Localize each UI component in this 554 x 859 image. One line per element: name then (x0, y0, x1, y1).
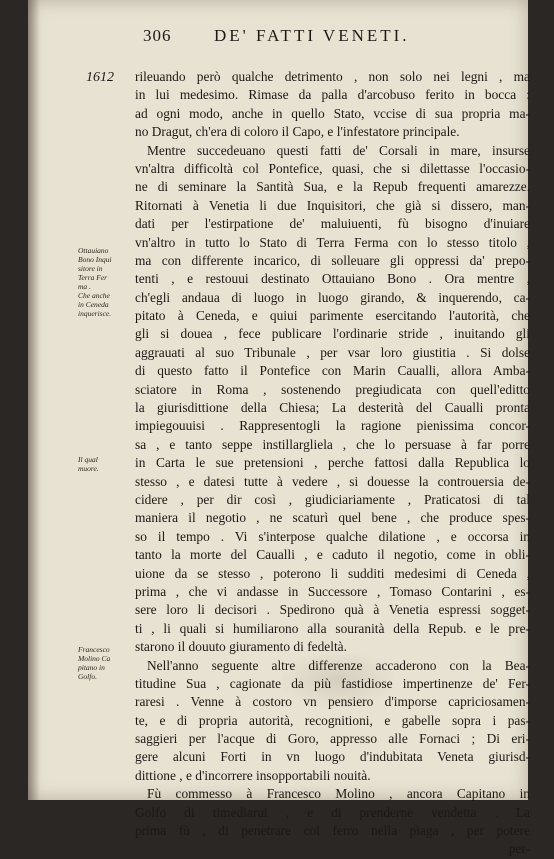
text-line: Fù commesso à Francesco Molino , ancora Capitano in (147, 786, 530, 802)
text-line: tanto la morte del Caualli , e caduto il negotio, come in obli- (135, 547, 530, 563)
page-spine-shadow (28, 0, 40, 800)
margin-note-line: Francesco (78, 645, 110, 654)
text-line: stesso , e datesi tutte à vedere , si douesse la controuersia de- (135, 473, 530, 489)
text-line: prima fù , di penetrare col ferro nella piaga , per potere (135, 823, 530, 839)
text-line: tenti , e restouui destinato Ottauiano Bono . Ora mentre , (135, 271, 530, 287)
text-line: so il tempo . Vi s'interpose qualche dilatione , e occorsa in (135, 528, 530, 544)
text-line: la giurisdittione della Chiesa; La desterità del Caualli pronta (135, 400, 530, 416)
text-line: aggrauati al suo Tribunale , per vsar loro giustitia . Si dolse (135, 344, 530, 360)
body-text (135, 68, 530, 859)
margin-note-line: sitore in (78, 264, 103, 273)
text-line: impiegouuisi . Rappresentogli la ragione pienissima concor- (135, 418, 530, 434)
margin-note-line: Ottauiano (78, 246, 109, 255)
text-line: uione da se stesso , poterono li sudditi medesimi di Ceneda , (135, 565, 530, 581)
text-line: Golfo di timediarui , e di prenderne vendetta . La (135, 804, 530, 820)
margin-note-molino (78, 645, 134, 681)
text-line: no Dragut, ch'era di coloro il Capo, e l'infestatore principale. (135, 124, 460, 140)
catchword: per- (508, 841, 530, 857)
text-line: ti , li quali si humiliarono alla souranità della Repub. e le pre- (135, 620, 530, 636)
text-line: raresi . Venne à costoro vn pensiero d'imporse capriciosamen- (135, 694, 530, 710)
margin-year: 1612 (86, 70, 114, 85)
text-line: titudine Sua , cagionate da più fastidiose impertinenze de' Fer- (135, 675, 530, 691)
text-line: in Carta le sue pretensioni , perche fattosi dalla Republica lo (135, 455, 530, 471)
text-line: starono il douuto giuramento di fedeltà. (135, 639, 347, 655)
margin-note-line: inquerisce. (78, 309, 112, 318)
text-line: vn'altro in tutto lo Stato di Terra Ferma con lo stesso titolo , (135, 234, 530, 250)
text-line: dittione , e d'incorrere insopportabili nouità. (135, 767, 371, 783)
text-line: Nell'anno seguente altre differenze accaderono con la Bea- (147, 657, 530, 673)
margin-note-line: in Ceneda (78, 300, 109, 309)
text-line: ma con differente incarico, di solleuare gli oppressi da' prepo- (135, 252, 530, 268)
margin-note-line: Il qual (78, 455, 98, 464)
margin-note-line: Bono Inqui (78, 255, 112, 264)
margin-note-ottaviano (78, 246, 134, 318)
text-line: Ritornati à Venetia li due Inquisitori, che già si dissero, man- (135, 197, 530, 213)
margin-note-line: Golfo. (78, 672, 97, 681)
text-line: cidere , per dir così , giudiciariamente , Praticatosi di tal (135, 491, 530, 507)
text-line: saggieri per l'acque di Goro, appresso alle Fornaci ; Di eri- (135, 731, 530, 747)
text-line: gere alcuni Forti in vn luogo d'indubitata Veneta giurisd- (135, 749, 530, 765)
margin-note-line: muore. (78, 464, 99, 473)
text-line: sciatore in Roma , sostenendo pregiudicata con quell'editto (135, 381, 530, 397)
text-line: rileuando però qualche detrimento , non solo nei legni , ma (135, 69, 530, 84)
text-line: pitato à Ceneda, e quiui parimente esercitando l'autorità, che (135, 308, 530, 324)
margin-note-line: pitano in (78, 663, 105, 672)
running-head: DE' FATTI VENETI. (214, 26, 410, 45)
margin-note-line: Che anche (78, 291, 110, 300)
margin-note-line: Molino Ca (78, 654, 111, 663)
text-line: sere loro li decisori . Spedirono quà à Venetia espressi sogget- (135, 602, 530, 618)
text-line: sa , e tanto seppe instillargliela , che lo persuase à far porre (135, 436, 530, 452)
text-line: ad ogni modo, anche in quello Stato, vccise di sua propria ma- (135, 105, 530, 121)
text-line: maniera il negotio , ne scaturì quel bene , che produce spes- (135, 510, 530, 526)
text-line: dati per l'estirpatione de' maluiuenti, fù bisogno d'inuiare (135, 216, 530, 232)
text-line: ch'egli andaua di luogo in luogo girando, & inquerendo, ca- (135, 289, 530, 305)
text-line: te, e di propria autorità, recognitioni, e gabelle sopra i pas- (135, 712, 530, 728)
margin-note-line: Terra Fer (78, 273, 108, 282)
margin-note-death (78, 455, 134, 473)
text-line: prima , che vi andasse in Successore , Tomaso Contarini , es- (135, 583, 530, 599)
text-line: in lui medesimo. Rimase da palla d'arcobuso ferito in bocca : (135, 87, 530, 103)
text-line: gli si douea , fece publicare l'ordinarie stride , inuitando gli (135, 326, 530, 342)
page-number: 306 (143, 26, 172, 45)
text-line: vn'altra difficoltà col Pontefice, quasi, che si dilettasse l'occasio- (135, 160, 530, 176)
text-line: di questo fatto il Pontefice con Marin Caualli, allora Amba- (135, 363, 530, 379)
margin-note-line: ma . (78, 282, 91, 291)
text-line: Mentre succedeuano questi fatti de' Corsali in mare, insurse (147, 142, 530, 158)
book-page (28, 0, 530, 857)
text-line: ne di seminare la Santità Sua, e la Repub frequenti amarezze. (135, 179, 530, 195)
